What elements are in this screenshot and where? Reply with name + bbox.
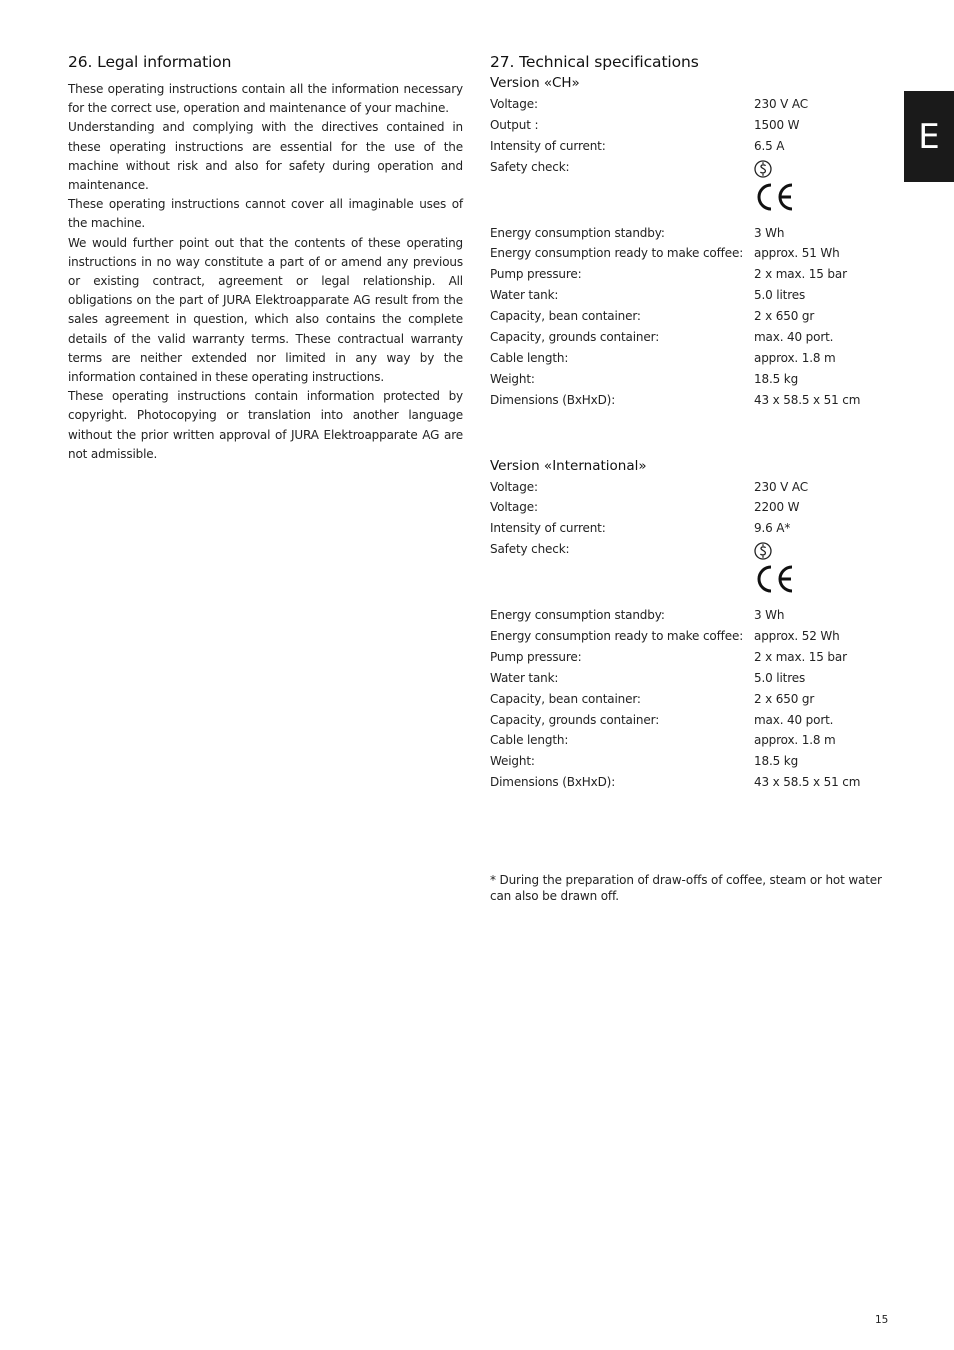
spec-label: Safety check:	[490, 542, 570, 557]
spec-value: max. 40 port.	[754, 712, 834, 727]
legal-paragraph: These operating instructions cannot cover all imaginable uses of the machine.	[68, 197, 463, 231]
spec-value: 18.5 kg	[754, 371, 799, 386]
spec-row	[490, 689, 890, 710]
spec-value: approx. 52 Wh	[754, 629, 840, 644]
spec-label: Capacity, grounds container:	[490, 330, 660, 345]
legal-paragraph: Understanding and complying with the directives contained in these operating instructions are essential for the use of the machine without risk and also for safety during operation and maintenance.	[68, 120, 463, 193]
spec-label: Voltage:	[490, 97, 538, 111]
spec-row	[490, 348, 890, 369]
spec-value: 43 x 58.5 x 51 cm	[754, 775, 861, 790]
spec-value: 2200 W	[754, 500, 800, 515]
spec-row	[490, 327, 890, 348]
spec-row	[490, 605, 890, 626]
legal-paragraph: We would further point out that the contents of these operating instructions in no way constitute a part of or amend any previous or existing contract, agreement or legal relationship. All obligations on the part of JURA Elektroapparate AG result from the sales agreement in question, which also contains the complete details of the valid warranty terms. These contractual warranty terms are neither extended nor limited in any way by the information contained in these operating instructions.	[68, 235, 463, 385]
spec-row	[490, 668, 890, 689]
footnote: * During the preparation of draw-offs of coffee, steam or hot water can also be drawn off.	[490, 873, 882, 903]
spec-value: 9.6 A*	[754, 521, 791, 536]
spec-value: 2 x 650 gr	[754, 691, 815, 706]
spec-row	[490, 477, 890, 498]
spec-label: Weight:	[490, 371, 535, 386]
spec-label: Energy consumption standby:	[490, 608, 665, 623]
spec-value: 2 x max. 15 bar	[754, 649, 847, 664]
spec-label: Intensity of current:	[490, 138, 606, 153]
spec-label: Cable length:	[490, 733, 569, 748]
spec-label: Pump pressure:	[490, 649, 582, 664]
spec-label: Water tank:	[490, 288, 559, 303]
spec-row	[490, 730, 890, 751]
spec-value: 230 V AC	[754, 479, 808, 494]
version-ch	[490, 72, 890, 411]
spec-row	[490, 518, 890, 539]
spec-row	[490, 136, 890, 157]
language-tab	[904, 91, 954, 182]
spec-label: Energy consumption ready to make coffee:	[490, 629, 744, 644]
spec-row	[490, 751, 890, 772]
spec-label: Intensity of current:	[490, 521, 606, 536]
ce-mark-row	[490, 178, 890, 223]
spec-label: Capacity, grounds container:	[490, 712, 660, 727]
tech-title: 27. Technical specifications	[490, 53, 699, 71]
spec-value: 5.0 litres	[754, 288, 806, 303]
spec-label: Dimensions (BxHxD):	[490, 392, 616, 407]
ce-mark-icon	[754, 181, 796, 213]
spec-row	[490, 772, 890, 793]
spec-label: Safety check:	[490, 159, 570, 174]
spec-value: 43 x 58.5 x 51 cm	[754, 392, 861, 407]
legal-section	[68, 52, 463, 464]
spec-value: 6.5 A	[754, 138, 785, 153]
tech-section	[490, 52, 890, 793]
spec-value: approx. 1.8 m	[754, 350, 836, 365]
spec-value: 230 V AC	[754, 97, 808, 111]
spec-label: Voltage:	[490, 500, 538, 515]
page-number: 15	[875, 1314, 889, 1326]
spec-row	[490, 710, 890, 731]
spec-row	[490, 369, 890, 390]
spec-row	[490, 243, 890, 264]
spec-label: Voltage:	[490, 479, 538, 494]
spec-label: Energy consumption ready to make coffee:	[490, 246, 744, 261]
spec-row	[490, 157, 890, 178]
language-tab-letter: E	[918, 116, 940, 157]
s-plus-safety-mark-icon	[754, 159, 772, 179]
legal-body	[68, 80, 463, 464]
spec-label: Output :	[490, 117, 539, 132]
spec-row	[490, 497, 890, 518]
legal-paragraph: These operating instructions contain all the information necessary for the correct use, operation and maintenance of your machine.	[68, 82, 463, 116]
spec-row	[490, 94, 890, 115]
spec-label: Weight:	[490, 754, 535, 769]
spec-value: 1500 W	[754, 117, 800, 132]
spec-label: Pump pressure:	[490, 267, 582, 282]
spec-value: 3 Wh	[754, 608, 785, 623]
spec-value: max. 40 port.	[754, 330, 834, 345]
spec-row	[490, 626, 890, 647]
version-title: Version «CH»	[490, 75, 580, 91]
spec-label: Dimensions (BxHxD):	[490, 775, 616, 790]
spec-row	[490, 647, 890, 668]
ce-mark-icon	[754, 563, 796, 595]
spec-label: Cable length:	[490, 350, 569, 365]
spec-label: Water tank:	[490, 670, 559, 685]
spec-value: 2 x 650 gr	[754, 309, 815, 324]
spec-row	[490, 390, 890, 411]
spec-label: Capacity, bean container:	[490, 691, 641, 706]
spec-value: 5.0 litres	[754, 670, 806, 685]
spec-row	[490, 115, 890, 136]
legal-paragraph: These operating instructions contain information protected by copyright. Photocopying or translation into another language without the prior written approval of JURA Elektroapparate AG are not admissible.	[68, 389, 463, 461]
spec-row	[490, 306, 890, 327]
version-international	[490, 455, 890, 794]
spec-value: 18.5 kg	[754, 754, 799, 769]
spec-value: approx. 1.8 m	[754, 733, 836, 748]
spec-value: approx. 51 Wh	[754, 246, 840, 261]
spec-label: Energy consumption standby:	[490, 225, 665, 240]
spec-row	[490, 223, 890, 244]
spec-row	[490, 285, 890, 306]
s-plus-safety-mark-icon	[754, 541, 772, 561]
spec-value: 3 Wh	[754, 225, 785, 240]
version-title: Version «International»	[490, 457, 647, 474]
legal-title: 26. Legal information	[68, 53, 232, 71]
spec-row	[490, 264, 890, 285]
spec-label: Capacity, bean container:	[490, 309, 641, 324]
spec-value: 2 x max. 15 bar	[754, 267, 847, 282]
ce-mark-row	[490, 560, 890, 605]
spec-row	[490, 539, 890, 560]
